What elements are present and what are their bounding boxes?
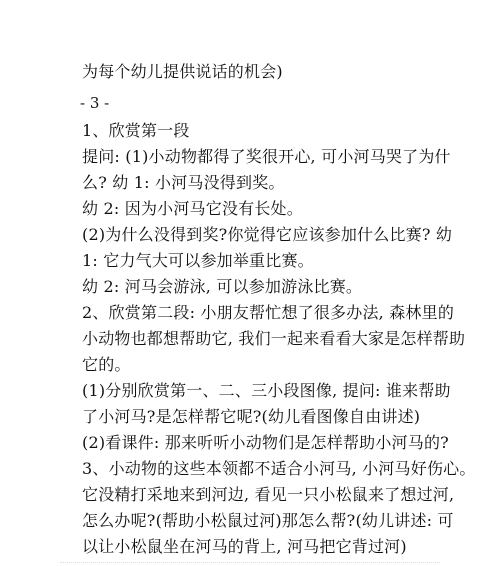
text-line: 幼 2: 河马会游泳, 可以参加游泳比赛。 [82, 277, 363, 296]
section-heading: 1、欣赏第一段 [82, 121, 190, 140]
text-line: 以让小松鼠坐在河马的背上, 河马把它背过河) [82, 537, 407, 556]
text-line: (1)分别欣赏第一、二、三小段图像, 提问: 谁来帮助 [82, 381, 451, 400]
text-line: 它没精打采地来到河边, 看见一只小松鼠来了想过河, [82, 485, 455, 504]
text-line: 为每个幼儿提供说话的机会) [82, 62, 283, 81]
text-line: 怎么办呢?(帮助小松鼠过河)那怎么帮?(幼儿讲述: 可 [82, 511, 454, 530]
text-line: 1: 它力气大可以参加举重比赛。 [82, 251, 314, 270]
text-line: (2)看课件: 那来听听小动物们是怎样帮助小河马的? [82, 433, 449, 452]
text-line: 小动物也都想帮助它, 我们一起来看看大家是怎样帮助 [82, 329, 466, 348]
section-heading: 3、小动物的这些本领都不适合小河马, 小河马好伤心。 [82, 459, 476, 478]
text-line: 它的。 [82, 355, 131, 374]
text-line: (2)为什么没得到奖?你觉得它应该参加什么比赛? 幼 [82, 225, 453, 244]
text-line: 提问: (1)小动物都得了奖很开心, 可小河马哭了为什 [82, 147, 451, 166]
bottom-fade-divider [60, 556, 440, 563]
section-heading: 2、欣赏第二段: 小朋友帮忙想了很多办法, 森林里的 [82, 303, 455, 322]
page-number: - 3 - [80, 94, 110, 112]
text-line: 幼 2: 因为小河马它没有长处。 [82, 199, 303, 218]
text-line: 么? 幼 1: 小河马没得到奖。 [82, 173, 285, 192]
text-line: 了小河马?是怎样帮它呢?(幼儿看图像自由讲述) [82, 407, 421, 426]
